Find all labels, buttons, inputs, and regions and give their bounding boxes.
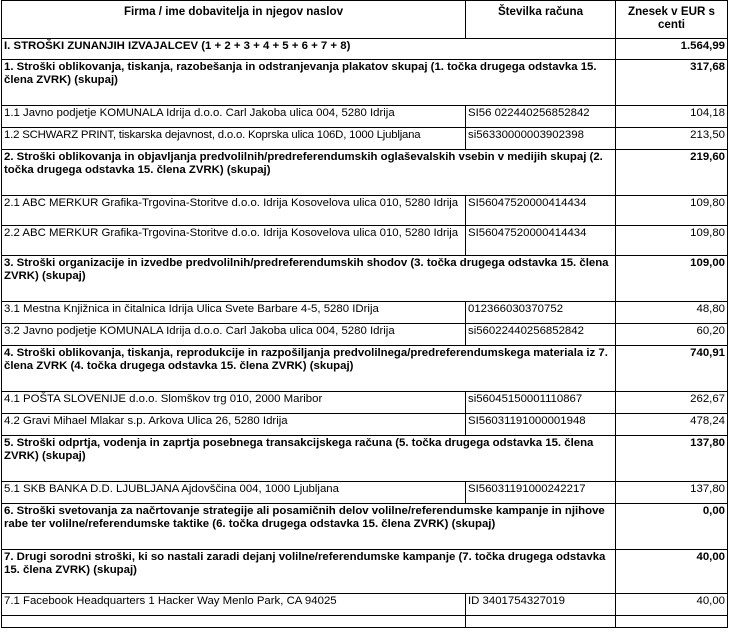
supplier-cell: 7.1 Facebook Headquarters 1 Hacker Way Menlo Park, CA 94025 bbox=[2, 594, 466, 616]
amount-cell: 104,18 bbox=[616, 106, 728, 128]
amount-cell: 109,80 bbox=[616, 196, 728, 226]
section-amount: 109,00 bbox=[616, 256, 728, 302]
section-label: 3. Stroški organizacije in izvedbe predvolilnih/predreferendumskih shodov (3. točka drugega odstavka 15. člena ZVRK) (skupaj) bbox=[2, 256, 616, 302]
section-row bbox=[2, 256, 728, 302]
supplier-cell: 4.2 Gravi Mihael Mlakar s.p. Arkova Ulica 26, 5280 Idrija bbox=[2, 414, 466, 436]
section-label: 1. Stroški oblikovanja, tiskanja, razobešanja in odstranjevanja plakatov skupaj (1. točka drugega odstavka 15. člena ZVRK) (skupaj) bbox=[2, 60, 616, 106]
section-row bbox=[2, 150, 728, 196]
account-cell: ID 3401754327019 bbox=[466, 594, 616, 616]
header-amount: Znesek v EUR s centi bbox=[616, 1, 728, 39]
supplier-cell: 2.1 ABC MERKUR Grafika-Trgovina-Storitve d.o.o. Idrija Kosovelova ulica 010, 5280 Idrija bbox=[2, 196, 466, 226]
section-row bbox=[2, 346, 728, 392]
table-row bbox=[2, 392, 728, 414]
supplier-cell: 3.2 Javno podjetje KOMUNALA Idrija d.o.o. Carl Jakoba ulica 004, 5280 Idrija bbox=[2, 324, 466, 346]
header-account-number: Številka računa bbox=[466, 1, 616, 39]
account-cell: 012366030370752 bbox=[466, 302, 616, 324]
section-label: 6. Stroški svetovanja za načrtovanje strategije ali posamičnih delov volilne/referendumske kampanje in njihove rabe ter volilne/referendumske taktike (6. točka drugega odstavka 15. člena ZVRK) (skupaj) bbox=[2, 504, 616, 550]
supplier-cell: 1.1 Javno podjetje KOMUNALA Idrija d.o.o. Carl Jakoba ulica 004, 5280 Idrija bbox=[2, 106, 466, 128]
table-row bbox=[2, 106, 728, 128]
amount-cell: 478,24 bbox=[616, 414, 728, 436]
supplier-cell: 4.1 POŠTA SLOVENIJE d.o.o. Slomškov trg 010, 2000 Maribor bbox=[2, 392, 466, 414]
table-row bbox=[2, 196, 728, 226]
section-row bbox=[2, 60, 728, 106]
account-cell: SI56031191000242217 bbox=[466, 482, 616, 504]
account-cell: si56022440256852842 bbox=[466, 324, 616, 346]
account-cell: SI56031191000001948 bbox=[466, 414, 616, 436]
supplier-cell: 1.2 SCHWARZ PRINT, tiskarska dejavnost, d.o.o. Koprska ulica 106D, 1000 Ljubljana bbox=[2, 128, 466, 150]
table-row bbox=[2, 324, 728, 346]
table-row bbox=[2, 226, 728, 256]
table-row bbox=[2, 482, 728, 504]
account-cell: si56045150001110867 bbox=[466, 392, 616, 414]
section-amount: 740,91 bbox=[616, 346, 728, 392]
expense-report-table bbox=[1, 0, 728, 628]
table-row bbox=[2, 302, 728, 324]
table-row bbox=[2, 594, 728, 616]
table-row-partial bbox=[2, 616, 728, 628]
header-row bbox=[2, 1, 728, 39]
account-cell: SI56047520000414434 bbox=[466, 196, 616, 226]
amount-cell: 213,50 bbox=[616, 128, 728, 150]
table-row bbox=[2, 128, 728, 150]
supplier-cell: 3.1 Mestna Knjižnica in čitalnica Idrija Ulica Svete Barbare 4-5, 5280 IDrija bbox=[2, 302, 466, 324]
amount-cell: 109,80 bbox=[616, 226, 728, 256]
section-amount: 219,60 bbox=[616, 150, 728, 196]
total-amount: 1.564,99 bbox=[616, 39, 728, 60]
section-row bbox=[2, 550, 728, 594]
account-cell: si56330000003902398 bbox=[466, 128, 616, 150]
section-amount: 137,80 bbox=[616, 436, 728, 482]
total-row bbox=[2, 39, 728, 60]
section-row bbox=[2, 504, 728, 550]
empty-cell bbox=[2, 616, 466, 628]
total-label: I. STROŠKI ZUNANJIH IZVAJALCEV (1 + 2 + 3 + 4 + 5 + 6 + 7 + 8) bbox=[2, 39, 616, 60]
amount-cell: 48,80 bbox=[616, 302, 728, 324]
header-supplier: Firma / ime dobavitelja in njegov naslov bbox=[2, 1, 466, 39]
account-cell: SI56 022440256852842 bbox=[466, 106, 616, 128]
amount-cell: 40,00 bbox=[616, 594, 728, 616]
section-label: 2. Stroški oblikovanja in objavljanja predvolilnih/predreferendumskih oglaševalskih vsebin v medijih skupaj (2. točka drugega odstavka 15. člena ZVRK) (skupaj) bbox=[2, 150, 616, 196]
section-label: 5. Stroški odprtja, vodenja in zaprtja posebnega transakcijskega računa (5. točka drugega odstavka 15. člena ZVRK) (skupaj) bbox=[2, 436, 616, 482]
section-label: 7. Drugi sorodni stroški, ki so nastali zaradi dejanj volilne/referendumske kampanje (7. točka drugega odstavka 15. člena ZVRK) (skupaj) bbox=[2, 550, 616, 594]
supplier-cell: 2.2 ABC MERKUR Grafika-Trgovina-Storitve d.o.o. Idrija Kosovelova ulica 010, 5280 Idrija bbox=[2, 226, 466, 256]
amount-cell: 137,80 bbox=[616, 482, 728, 504]
supplier-cell: 5.1 SKB BANKA D.D. LJUBLJANA Ajdovščina 004, 1000 Ljubljana bbox=[2, 482, 466, 504]
section-amount: 40,00 bbox=[616, 550, 728, 594]
empty-cell bbox=[466, 616, 616, 628]
account-cell: SI56047520000414434 bbox=[466, 226, 616, 256]
empty-cell bbox=[616, 616, 728, 628]
section-amount: 0,00 bbox=[616, 504, 728, 550]
section-row bbox=[2, 436, 728, 482]
section-amount: 317,68 bbox=[616, 60, 728, 106]
table-row bbox=[2, 414, 728, 436]
amount-cell: 262,67 bbox=[616, 392, 728, 414]
amount-cell: 60,20 bbox=[616, 324, 728, 346]
section-label: 4. Stroški oblikovanja, tiskanja, reprodukcije in razpošiljanja predvolilnega/predreferendumskega materiala iz 7. člena ZVRK (4. točka drugega odstavka 15. člena ZVRK) (skupaj) bbox=[2, 346, 616, 392]
